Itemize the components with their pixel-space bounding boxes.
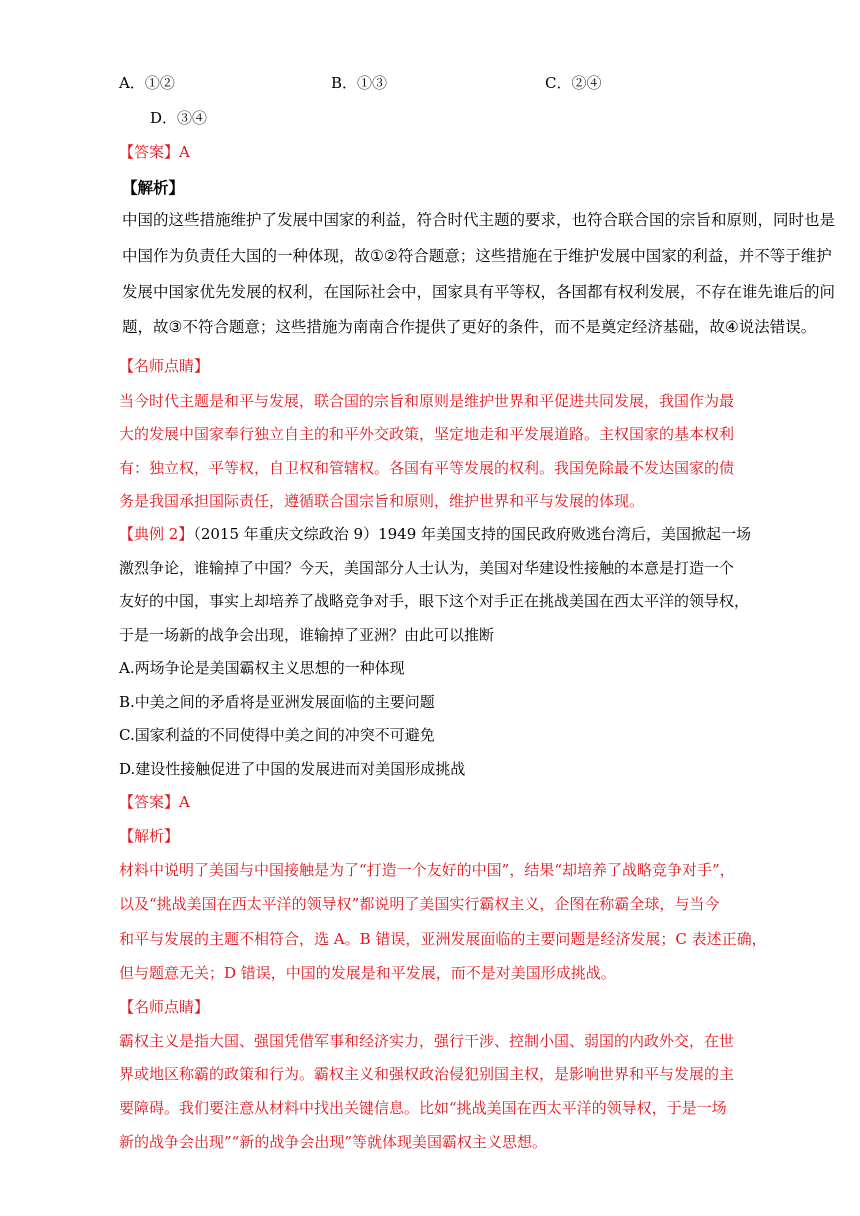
q2-answer-value: A [179, 793, 190, 811]
q2-answer [119, 792, 190, 812]
q2-analysis-line: 以及“挑战美国在西太平洋的领导权”都说明了美国实行霸权主义，企图在称霸全球，与当今 [119, 895, 720, 913]
q2-analysis-line: 和平与发展的主题不相符合，选 A。B 错误，亚洲发展面临的主要问题是经济发展；C 表述正确， [119, 930, 767, 948]
q1-analysis-label: 【解析】 [122, 179, 185, 197]
q1-analysis-line: 题，故③不符合题意；这些措施为南南合作提供了更好的条件，而不是奠定经济基础，故④说法错误。 [122, 318, 817, 336]
q2-analysis-line: 但与题意无关；D 错误，中国的发展是和平发展，而不是对美国形成挑战。 [119, 964, 616, 982]
q2-stem-line: 友好的中国，事实上却培养了战略竞争对手，眼下这个对手正在挑战美国在西太平洋的领导权， [119, 592, 750, 610]
q2-tip-label: 【名师点睛】 [119, 998, 210, 1016]
q2-analysis-label: 【解析】 [119, 827, 180, 845]
q1-tip-line: 有：独立权，平等权，自卫权和管辖权。各国有平等发展的权利。我国免除最不发达国家的债 [119, 459, 735, 477]
q1-option-d: D．③④ [150, 109, 208, 127]
q2-stem-first-line [119, 524, 751, 544]
q2-option-c: C.国家利益的不同使得中美之间的冲突不可避免 [119, 726, 435, 744]
q1-tip-line: 当今时代主题是和平与发展，联合国的宗旨和原则是维护世界和平促进共同发展，我国作为最 [119, 392, 735, 410]
q1-analysis-line: 中国的这些措施维护了发展中国家的利益，符合时代主题的要求，也符合联合国的宗旨和原则，同时也是 [122, 211, 836, 229]
q2-option-a: A.两场争论是美国霸权主义思想的一种体现 [119, 659, 405, 677]
q1-option-a: A．①② [119, 74, 175, 92]
q2-tip-line: 要障碍。我们要注意从材料中找出关键信息。比如“挑战美国在西太平洋的领导权，于是一场 [119, 1099, 727, 1117]
q2-tip-line: 霸权主义是指大国、强国凭借军事和经济实力，强行干涉、控制小国、弱国的内政外交，在世 [119, 1032, 735, 1050]
q1-answer-value: A [179, 143, 190, 161]
q1-tip-line: 大的发展中国家奉行独立自主的和平外交政策，坚定地走和平发展道路。主权国家的基本权利 [119, 425, 735, 443]
q2-tip-line: 界或地区称霸的政策和行为。霸权主义和强权政治侵犯别国主权，是影响世界和平与发展的主 [119, 1065, 735, 1083]
q2-analysis-line: 材料中说明了美国与中国接触是为了“打造一个友好的中国”，结果“却培养了战略竞争对手”， [119, 861, 735, 879]
q2-option-d: D.建设性接触促进了中国的发展进而对美国形成挑战 [119, 760, 466, 778]
q2-label: 【典例 2】 [119, 525, 194, 543]
q1-answer [119, 142, 190, 162]
q1-analysis-line: 中国作为负责任大国的一种体现，故①②符合题意；这些措施在于维护发展中国家的利益，并不等于维护 [122, 247, 832, 265]
q2-stem-line: 于是一场新的战争会出现，谁输掉了亚洲？由此可以推断 [119, 626, 495, 644]
q2-source: （2015 年重庆文综政治 9） [193, 525, 379, 543]
q2-answer-label: 【答案】 [119, 793, 180, 811]
q1-tip-label: 【名师点睛】 [119, 357, 210, 375]
q2-tip-line: 新的战争会出现”“新的战争会出现”等就体现美国霸权主义思想。 [119, 1133, 548, 1151]
q1-option-c: C．②④ [545, 74, 602, 92]
q1-answer-label: 【答案】 [119, 143, 180, 161]
q2-stem-text: 1949 年美国支持的国民政府败逃台湾后，美国掀起一场 [378, 525, 752, 543]
q2-option-b: B.中美之间的矛盾将是亚洲发展面临的主要问题 [119, 693, 435, 711]
q2-stem-line: 激烈争论，谁输掉了中国？今天，美国部分人士认为，美国对华建设性接触的本意是打造一个 [119, 559, 735, 577]
q1-analysis-line: 发展中国家优先发展的权利，在国际社会中，国家具有平等权，各国都有权利发展，不存在谁先谁后的问 [122, 283, 836, 301]
q1-tip-line: 务是我国承担国际责任，遵循联合国宗旨和原则，维护世界和平与发展的体现。 [119, 492, 645, 510]
q1-option-b: B．①③ [331, 74, 388, 92]
